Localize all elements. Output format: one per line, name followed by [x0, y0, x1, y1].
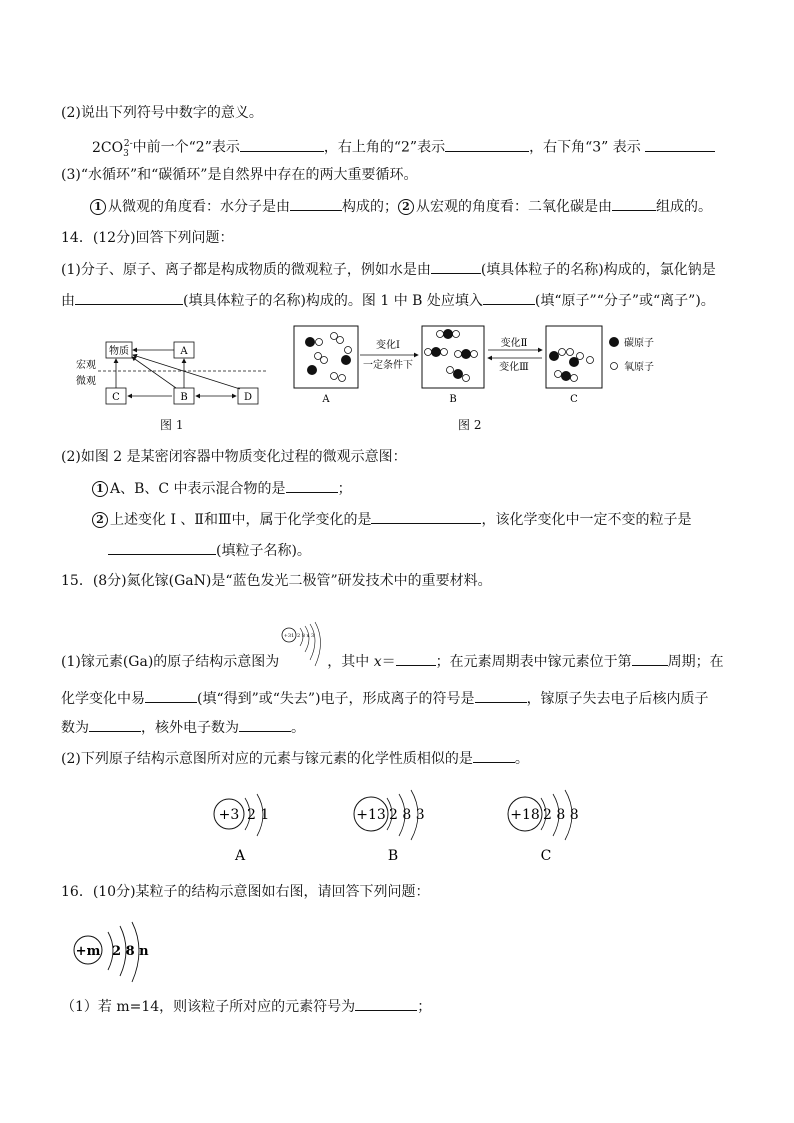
- answer-blank[interactable]: [645, 137, 715, 152]
- change-2-label: 变化Ⅱ: [500, 338, 528, 349]
- q16-part1-line: （1）若 m=14，则该粒子所对应的元素符号为 ；: [61, 996, 431, 1017]
- q13-part3-line: 1 从微观的角度看：水分子是由 构成的； 2 从宏观的角度看：二氧化碳是由 组成的。: [90, 196, 712, 217]
- answer-blank[interactable]: [612, 196, 656, 211]
- answer-blank[interactable]: [286, 478, 338, 493]
- q14-part2-item1: 1 A、B、C 中表示混合物的是 ；: [92, 478, 352, 499]
- q16-shells: 2 8 n: [112, 944, 149, 959]
- fig1-substance-label: 物质: [109, 346, 129, 357]
- answer-blank[interactable]: [240, 137, 324, 152]
- q15-part1-line2: 化学变化中易 (填“得到”或“失去”)电子，形成离子的符号是 ，镓原子失去电子后核内质子: [61, 688, 709, 709]
- answer-blank[interactable]: [89, 717, 141, 732]
- q14-part1-line1: (1)分子、原子、离子都是构成物质的微观粒子，例如水是由 (填具体粒子的名称)构成的，氯化钠是: [61, 259, 716, 280]
- circled-number: 2: [398, 199, 414, 215]
- q15-part1-line3: 数为 ，核外电子数为 。: [61, 717, 305, 738]
- q14-part2-title: (2)如图 2 是某密闭容器中物质变化过程的微观示意图：: [61, 449, 407, 465]
- option-b-label: B: [387, 848, 399, 864]
- answer-blank[interactable]: [290, 196, 342, 211]
- figure-1-caption: 图 1: [160, 418, 184, 432]
- answer-blank[interactable]: [632, 651, 668, 666]
- option-a-nucleus: +3: [218, 807, 240, 823]
- fig1-c-label: C: [112, 392, 120, 403]
- ga-shells-label: 2 8 x 3: [297, 633, 315, 639]
- ga-nucleus-label: +31: [283, 633, 295, 639]
- option-a-diagram: [214, 794, 269, 864]
- option-c-diagram: [508, 790, 579, 864]
- answer-blank[interactable]: [75, 290, 183, 305]
- fig1-b-label: B: [180, 392, 188, 403]
- answer-blank[interactable]: [483, 290, 535, 305]
- figure-2-caption: 图 2: [458, 418, 482, 432]
- box-b-label: B: [449, 394, 457, 405]
- option-b-nucleus: +13: [356, 807, 386, 823]
- q13-part2-line: $2CO_3^{2-}$中前一个“2”表示 ，右上角的“2”表示 ，右下角“3” 表示: [92, 134, 715, 163]
- answer-blank[interactable]: [445, 137, 529, 152]
- q13-part2-title: (2)说出下列符号中数字的意义。: [61, 105, 263, 121]
- fig1-micro-label: 微观: [76, 376, 96, 387]
- box-c-label: C: [570, 394, 578, 405]
- circled-number: 2: [92, 512, 108, 528]
- answer-blank[interactable]: [475, 688, 527, 703]
- answer-blank[interactable]: [108, 540, 216, 555]
- atom-options-diagram: [205, 788, 585, 868]
- option-a-label: A: [234, 848, 246, 864]
- q16-particle-diagram: [70, 920, 170, 990]
- q16-nucleus: +m: [75, 944, 101, 959]
- option-c-nucleus: +18: [510, 807, 540, 823]
- answer-blank[interactable]: [145, 688, 197, 703]
- answer-blank[interactable]: [371, 509, 481, 524]
- condition-label: 一定条件下: [363, 360, 413, 371]
- q15-heading: 15．(8分)氮化镓(GaN)是“蓝色发光二极管”研发技术中的重要材料。: [61, 573, 492, 589]
- q14-part2-item2: 2 上述变化 Ⅰ 、Ⅱ和Ⅲ中，属于化学变化的是 ，该化学变化中一定不变的粒子是: [92, 509, 691, 530]
- answer-blank[interactable]: [473, 748, 515, 763]
- q15-part1-line1: (1)镓元素(Ga)的原子结构示意图为 ，其中 x＝ ；在元素周期表中镓元素位于第 周期；在: [61, 651, 724, 672]
- q15-part2-line: (2)下列原子结构示意图所对应的元素与镓元素的化学性质相似的是 。: [61, 748, 529, 769]
- circled-number: 1: [92, 481, 108, 497]
- q14-part2-item2-cont: (填粒子名称)。: [108, 540, 311, 561]
- fig1-a-label: A: [180, 346, 188, 357]
- option-c-shells: 2 8 8: [543, 807, 579, 823]
- option-b-shells: 2 8 3: [389, 807, 425, 823]
- circled-number: 1: [90, 199, 106, 215]
- answer-blank[interactable]: [239, 717, 291, 732]
- option-b-diagram: [354, 790, 425, 864]
- fig1-d-label: D: [243, 392, 253, 403]
- legend-carbon-label: 碳原子: [624, 338, 654, 349]
- formula: $2CO_3^{2-}$: [92, 139, 133, 159]
- box-a-label: A: [322, 394, 330, 405]
- q14-part1-line2: 由 (填具体粒子的名称)构成的。图 1 中 B 处应填入 (填“原子”“分子”或“离子”)。: [61, 290, 715, 311]
- fig1-macro-label: 宏观: [76, 360, 96, 371]
- legend-oxygen-label: 氧原子: [624, 362, 654, 373]
- figure-2-diagram: [290, 322, 670, 412]
- figure-1-diagram: [70, 328, 270, 408]
- answer-blank[interactable]: [355, 996, 417, 1011]
- change-3-label: 变化Ⅲ: [499, 362, 529, 373]
- q14-heading: 14．(12分)回答下列问题：: [61, 230, 234, 246]
- q13-part3-title: (3)“水循环”和“碳循环”是自然界中存在的两大重要循环。: [61, 167, 418, 183]
- change-1-label: 变化Ⅰ: [376, 340, 400, 351]
- answer-blank[interactable]: [431, 259, 481, 274]
- option-c-label: C: [540, 848, 552, 864]
- q16-heading: 16．(10分)某粒子的结构示意图如右图，请回答下列问题：: [61, 884, 430, 900]
- answer-blank[interactable]: [396, 651, 436, 666]
- option-a-shells: 2 1: [247, 807, 270, 823]
